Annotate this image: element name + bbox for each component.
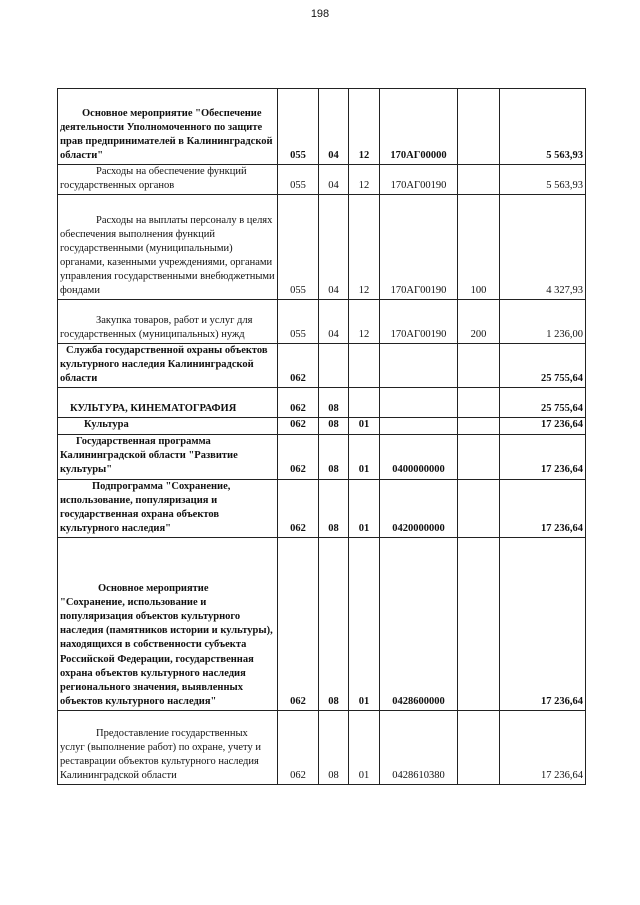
table-row [58, 344, 586, 388]
section-code: 04 [319, 195, 349, 300]
sum: 17 236,64 [500, 710, 586, 784]
table-row [58, 479, 586, 537]
subsection-code [349, 388, 380, 418]
ved-code: 062 [278, 388, 319, 418]
target-article-code [380, 344, 458, 388]
ved-code: 062 [278, 344, 319, 388]
expense-type-code [458, 537, 500, 710]
table-row [58, 388, 586, 418]
table-row [58, 710, 586, 784]
sum: 5 563,93 [500, 165, 586, 195]
target-article-code: 0428600000 [380, 537, 458, 710]
section-code: 08 [319, 710, 349, 784]
sum: 25 755,64 [500, 388, 586, 418]
section-code: 08 [319, 434, 349, 479]
sum: 17 236,64 [500, 434, 586, 479]
section-code: 04 [319, 300, 349, 344]
subsection-code: 01 [349, 434, 380, 479]
row-name: КУЛЬТУРА, КИНЕМАТОГРАФИЯ [58, 388, 278, 418]
target-article-code [380, 388, 458, 418]
row-name: Служба государственной охраны объектов культурного наследия Калининградской области [58, 344, 278, 388]
target-article-code: 170АГ00190 [380, 165, 458, 195]
expense-type-code [458, 89, 500, 165]
row-name: Подпрограмма "Сохранение, использование, популяризация и государственная охрана объектов культурного наследия" [58, 479, 278, 537]
row-name: Культура [58, 418, 278, 434]
expense-type-code [458, 388, 500, 418]
sum: 17 236,64 [500, 537, 586, 710]
table-row [58, 434, 586, 479]
ved-code: 062 [278, 418, 319, 434]
expense-type-code [458, 418, 500, 434]
expense-type-code [458, 479, 500, 537]
target-article-code: 170АГ00190 [380, 195, 458, 300]
section-code: 08 [319, 418, 349, 434]
table-row [58, 418, 586, 434]
section-code: 08 [319, 537, 349, 710]
sum: 25 755,64 [500, 344, 586, 388]
ved-code: 055 [278, 165, 319, 195]
budget-table [57, 88, 586, 785]
expense-type-code [458, 344, 500, 388]
table-row [58, 165, 586, 195]
target-article-code: 0400000000 [380, 434, 458, 479]
subsection-code: 01 [349, 418, 380, 434]
target-article-code: 0428610380 [380, 710, 458, 784]
page-number: 198 [310, 8, 330, 20]
section-code: 08 [319, 479, 349, 537]
table-row [58, 195, 586, 300]
expense-type-code [458, 434, 500, 479]
row-name: Основное мероприятие "Обеспечение деятельности Уполномоченного по защите прав предпринимателей в Калининградской области" [58, 89, 278, 165]
subsection-code: 01 [349, 710, 380, 784]
expense-type-code: 200 [458, 300, 500, 344]
sum: 17 236,64 [500, 479, 586, 537]
ved-code: 055 [278, 300, 319, 344]
row-name: Расходы на выплаты персоналу в целях обеспечения выполнения функций государственными (муниципальными) органами, казенными учреждениями, органами управления государственными внебюджетными фондами [58, 195, 278, 300]
section-code: 04 [319, 89, 349, 165]
row-name: Предоставление государственных услуг (выполнение работ) по охране, учету и реставрации объектов культурного наследия Калининградской области [58, 710, 278, 784]
ved-code: 062 [278, 434, 319, 479]
subsection-code: 12 [349, 195, 380, 300]
section-code: 04 [319, 165, 349, 195]
sum: 1 236,00 [500, 300, 586, 344]
expense-type-code [458, 165, 500, 195]
subsection-code [349, 344, 380, 388]
ved-code: 055 [278, 195, 319, 300]
section-code [319, 344, 349, 388]
row-name: Расходы на обеспечение функций государственных органов [58, 165, 278, 195]
target-article-code [380, 418, 458, 434]
table-row [58, 89, 586, 165]
expense-type-code [458, 710, 500, 784]
ved-code: 062 [278, 710, 319, 784]
subsection-code: 01 [349, 479, 380, 537]
subsection-code: 12 [349, 165, 380, 195]
subsection-code: 01 [349, 537, 380, 710]
row-name: Закупка товаров, работ и услуг для государственных (муниципальных) нужд [58, 300, 278, 344]
expense-type-code: 100 [458, 195, 500, 300]
target-article-code: 0420000000 [380, 479, 458, 537]
sum: 4 327,93 [500, 195, 586, 300]
ved-code: 062 [278, 479, 319, 537]
section-code: 08 [319, 388, 349, 418]
table-row [58, 537, 586, 710]
sum: 5 563,93 [500, 89, 586, 165]
target-article-code: 170АГ00000 [380, 89, 458, 165]
target-article-code: 170АГ00190 [380, 300, 458, 344]
row-name: Государственная программа Калининградской области "Развитие культуры" [58, 434, 278, 479]
ved-code: 055 [278, 89, 319, 165]
sum: 17 236,64 [500, 418, 586, 434]
subsection-code: 12 [349, 300, 380, 344]
table-row [58, 300, 586, 344]
ved-code: 062 [278, 537, 319, 710]
subsection-code: 12 [349, 89, 380, 165]
row-name: Основное мероприятие "Сохранение, использование и популяризация объектов культурного наследия (памятников истории и культуры), находящихся в собственности субъекта Российской Федерации, государственная охрана объектов культурного наследия регионального значения, выявленных объектов культурного наследия" [58, 537, 278, 710]
